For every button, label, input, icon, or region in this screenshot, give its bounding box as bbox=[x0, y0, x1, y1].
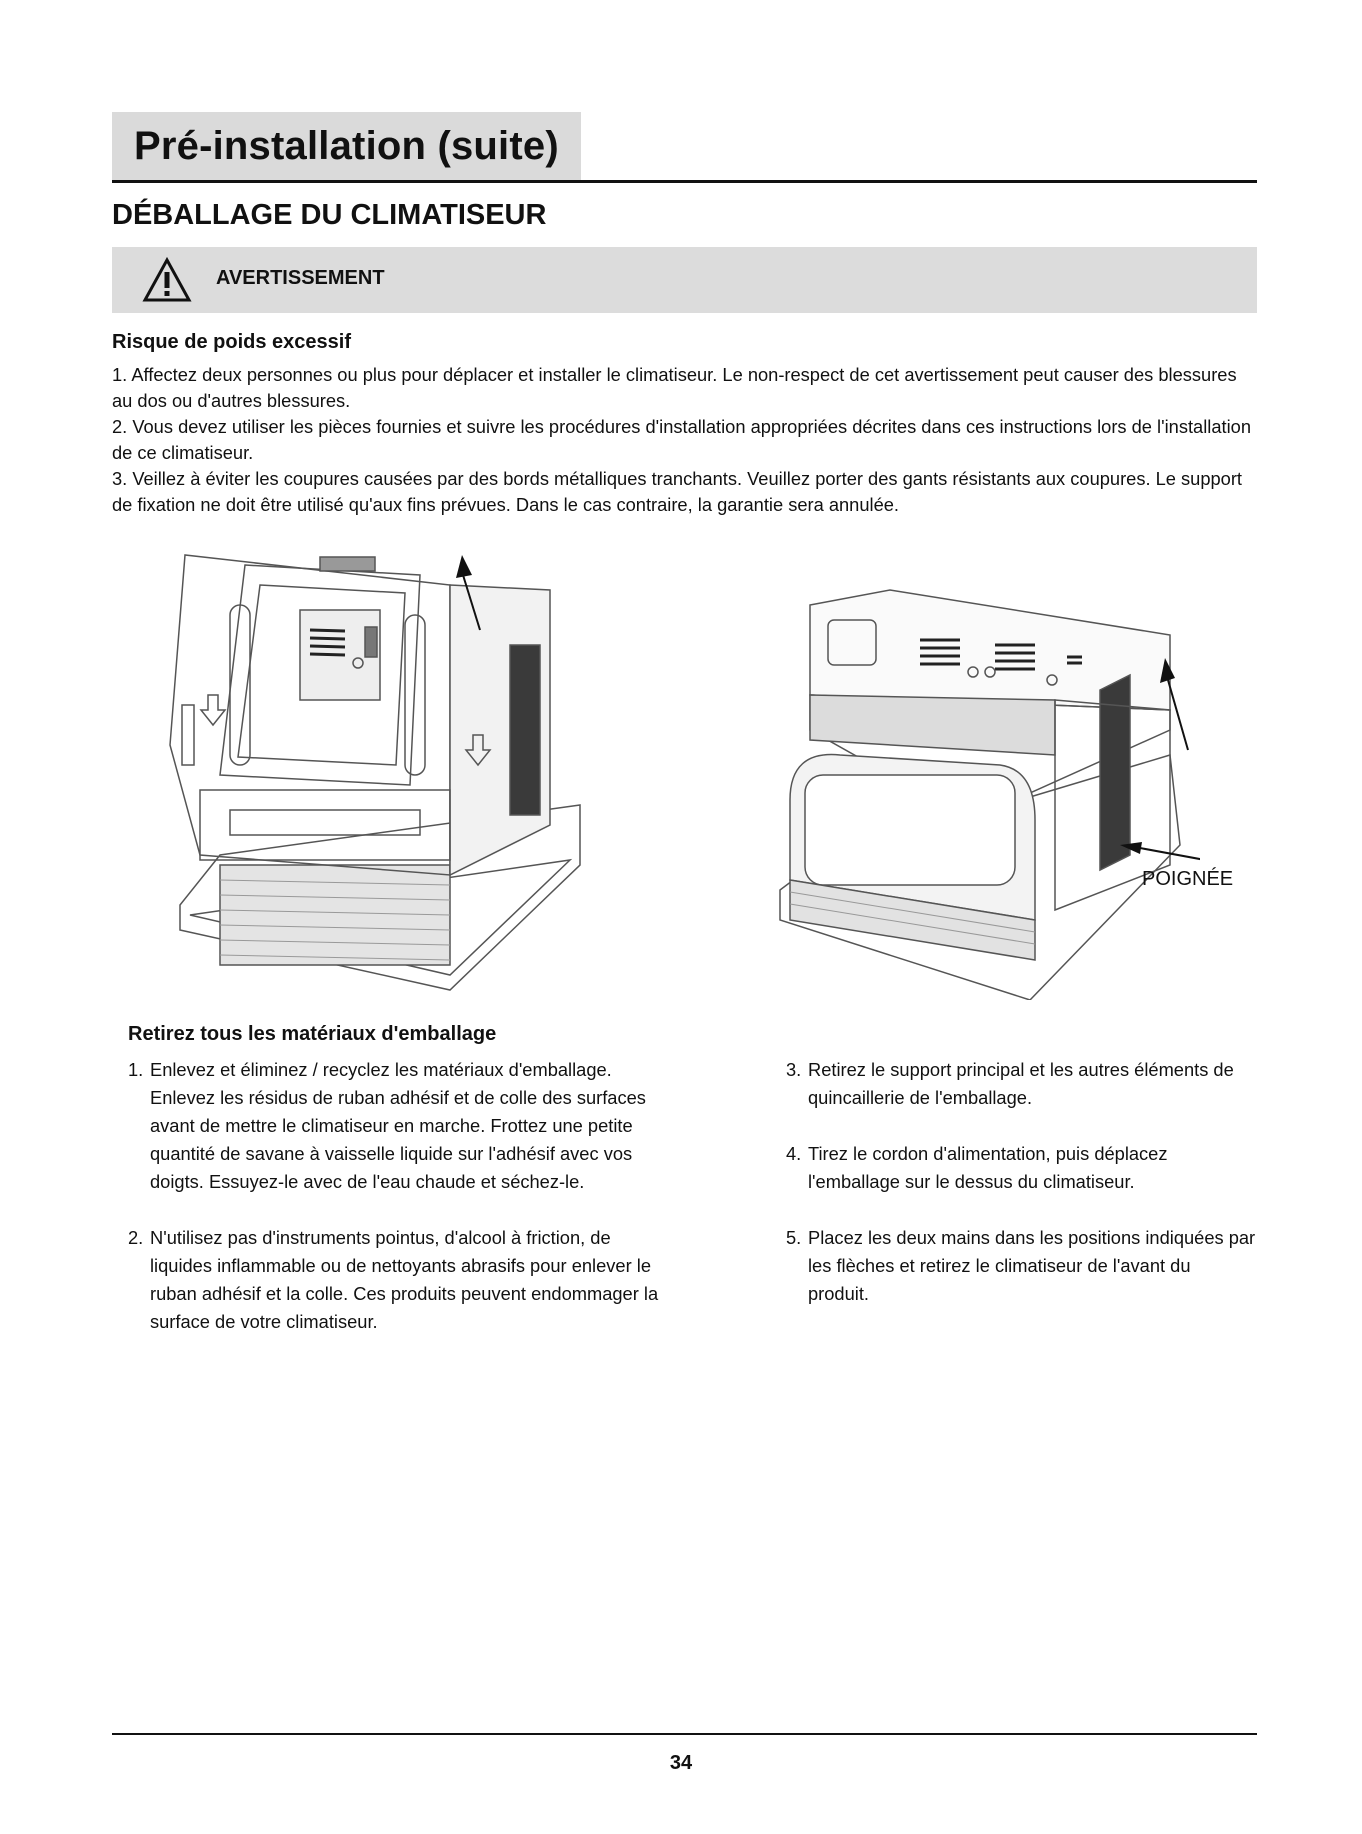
packaging-illustration bbox=[160, 535, 600, 1005]
page-title: Pré-installation (suite) bbox=[134, 123, 559, 168]
unpack-list-left bbox=[128, 1056, 668, 1364]
section-title: DÉBALLAGE DU CLIMATISEUR bbox=[112, 199, 547, 231]
page-title-box bbox=[112, 112, 581, 180]
list-item bbox=[786, 1224, 1256, 1308]
list-item-text: Tirez le cordon d'alimentation, puis déplacez l'emballage sur le dessus du climatiseur. bbox=[808, 1143, 1168, 1192]
handle-label: POIGNÉE bbox=[1142, 868, 1234, 890]
list-item-text: N'utilisez pas d'instruments pointus, d'alcool à friction, de liquides inflammable ou de nettoyants abrasifs pour enlever le ruban adhésif et la colle. Ces produits peuvent endommager la surface de votre climatiseur. bbox=[150, 1227, 659, 1332]
list-item-text: Placez les deux mains dans les positions indiquées par les flèches et retirez le climatiseur de l'avant du produit. bbox=[808, 1227, 1256, 1304]
list-item bbox=[128, 1224, 668, 1336]
list-item bbox=[128, 1056, 668, 1196]
list-item-text: Retirez le support principal et les autres éléments de quincaillerie de l'emballage. bbox=[808, 1059, 1234, 1108]
risk-paragraphs bbox=[112, 362, 1257, 518]
risk-paragraph-3: 3. Veillez à éviter les coupures causées par des bords métalliques tranchants. Veuillez porter des gants résistants aux coupures. Le support de fixation ne doit être utilisé qu'aux fins prévues. Dans le cas contraire, la garantie sera annulée. bbox=[112, 468, 1243, 515]
list-item-number: 4. bbox=[786, 1143, 802, 1164]
risk-paragraph-1: 1. Affectez deux personnes ou plus pour déplacer et installer le climatiseur. Le non-respect de cet avertissement peut causer des blessures au dos ou d'autres blessures. bbox=[112, 364, 1237, 411]
list-item-number: 3. bbox=[786, 1059, 802, 1080]
list-item-text: Enlevez et éliminez / recyclez les matériaux d'emballage. Enlevez les résidus de ruban adhésif et de colle des surfaces avant de mettre le climatiseur en marche. Frottez une petite quantité de savane à vaisselle liquide sur l'adhésif avec vos doigts. Essuyez-le avec de l'eau chaude et séchez-le. bbox=[150, 1059, 646, 1192]
page-number: 34 bbox=[669, 1752, 693, 1774]
unpack-title: Retirez tous les matériaux d'emballage bbox=[128, 1023, 497, 1045]
list-item bbox=[786, 1140, 1256, 1196]
list-item-number: 5. bbox=[786, 1227, 802, 1248]
list-item-number: 2. bbox=[128, 1227, 144, 1248]
footer-rule bbox=[112, 1733, 1257, 1735]
air-conditioner-illustration bbox=[770, 580, 1200, 1000]
list-item bbox=[786, 1056, 1256, 1112]
risk-title: Risque de poids excessif bbox=[112, 331, 351, 353]
unpack-list-right bbox=[786, 1056, 1256, 1336]
warning-bar bbox=[112, 247, 1257, 313]
warning-label: AVERTISSEMENT bbox=[216, 267, 385, 289]
risk-paragraph-2: 2. Vous devez utiliser les pièces fournies et suivre les procédures d'installation appropriées décrites dans ces instructions lors de l'installation de ce climatiseur. bbox=[112, 416, 1251, 463]
warning-triangle-icon bbox=[142, 257, 192, 303]
list-item-number: 1. bbox=[128, 1059, 144, 1080]
header-rule bbox=[112, 180, 1257, 183]
